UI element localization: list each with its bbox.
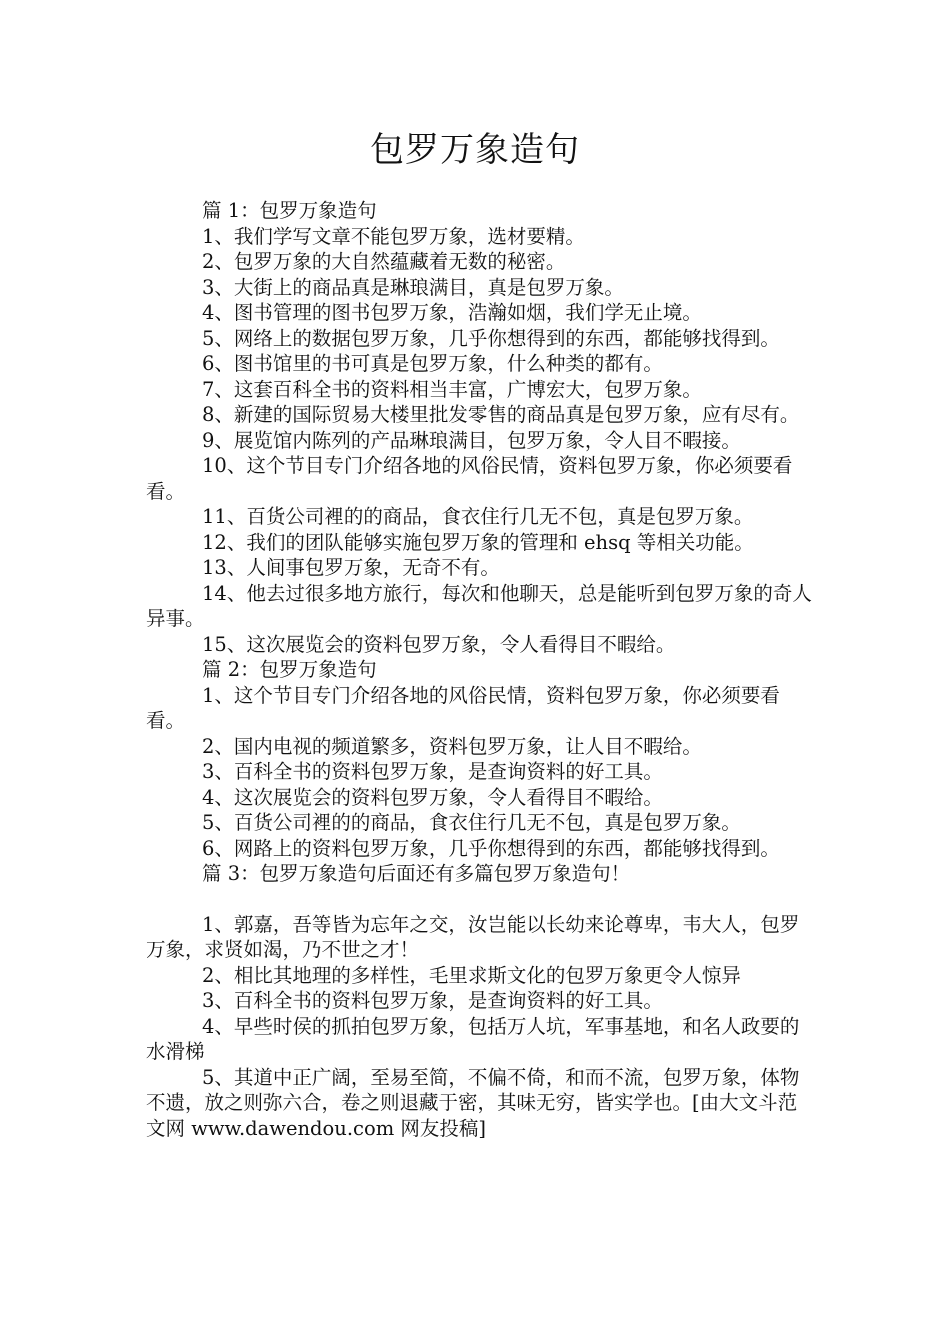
- sentence-item: 4、图书管理的图书包罗万象，浩瀚如烟，我们学无止境。: [202, 301, 702, 324]
- blank-line: [146, 887, 812, 912]
- sentence-item: 12、我们的团队能够实施包罗万象的管理和 ehsq 等相关功能。: [202, 530, 754, 554]
- sentence-item: 2、相比其地理的多样性，毛里求斯文化的包罗万象更令人惊异: [202, 963, 741, 987]
- sentence-item: 2、包罗万象的大自然蕴藏着无数的秘密。: [202, 250, 566, 273]
- sentence-item: 3、百科全书的资料包罗万象，是查询资料的好工具。: [202, 989, 663, 1012]
- sentence-item: 6、图书馆里的书可真是包罗万象，什么种类的都有。: [202, 352, 663, 375]
- section-heading-3: 篇 3：包罗万象造句后面还有多篇包罗万象造句！: [202, 862, 631, 885]
- page-title: 包罗万象造句: [370, 130, 580, 170]
- sentence-item: 1、我们学写文章不能包罗万象，选材要精。: [202, 224, 585, 248]
- document-body: [146, 198, 812, 1141]
- sentence-item: 11、百货公司裡的的商品，食衣住行几无不包，真是包罗万象。: [202, 505, 754, 528]
- sentence-item: 4、早些时侯的抓拍包罗万象，包括万人坑，军事基地，和名人政要的水滑梯: [146, 1014, 800, 1063]
- sentence-item: 14、他去过很多地方旅行，每次和他聊天，总是能听到包罗万象的奇人异事。: [146, 581, 812, 630]
- sentence-item: 9、展览馆内陈列的产品琳琅满目，包罗万象，令人目不暇接。: [202, 428, 741, 452]
- section-heading-1: 篇 1：包罗万象造句: [202, 199, 377, 222]
- sentence-item: 3、大街上的商品真是琳琅满目，真是包罗万象。: [202, 275, 624, 299]
- sentence-item: 2、国内电视的频道繁多，资料包罗万象，让人目不暇给。: [202, 734, 702, 758]
- sentence-item: 8、新建的国际贸易大楼里批发零售的商品真是包罗万象，应有尽有。: [202, 403, 800, 426]
- sentence-item: 7、这套百科全书的资料相当丰富，广博宏大，包罗万象。: [202, 377, 702, 401]
- sentence-item: 3、百科全书的资料包罗万象，是查询资料的好工具。: [202, 760, 663, 783]
- sentence-item: 15、这次展览会的资料包罗万象，令人看得目不暇给。: [202, 632, 676, 656]
- sentence-item: 5、百货公司裡的的商品，食衣住行几无不包，真是包罗万象。: [202, 811, 741, 834]
- sentence-item: 1、郭嘉，吾等皆为忘年之交，汝岂能以长幼来论尊卑，韦大人，包罗万象，求贤如渴，乃不世之才！: [146, 912, 800, 961]
- sentence-item: 13、人间事包罗万象，无奇不有。: [202, 556, 500, 579]
- sentence-item: 6、网路上的资料包罗万象，几乎你想得到的东西，都能够找得到。: [202, 836, 780, 860]
- sentence-item: 10、这个节目专门介绍各地的风俗民情，资料包罗万象，你必须要看看。: [146, 454, 793, 503]
- sentence-item: 5、网络上的数据包罗万象，几乎你想得到的东西，都能够找得到。: [202, 326, 780, 350]
- sentence-item: 1、这个节目专门介绍各地的风俗民情，资料包罗万象，你必须要看看。: [146, 683, 780, 732]
- section-heading-2: 篇 2：包罗万象造句: [202, 658, 377, 681]
- sentence-item: 5、其道中正广阔，至易至简，不偏不倚，和而不流，包罗万象，体物不遗，放之则弥六合，卷之则退藏于密，其味无穷，皆实学也。[由大文斗范文网 www.dawendou.com 网友投稿]: [146, 1065, 800, 1140]
- sentence-item: 4、这次展览会的资料包罗万象，令人看得目不暇给。: [202, 785, 663, 809]
